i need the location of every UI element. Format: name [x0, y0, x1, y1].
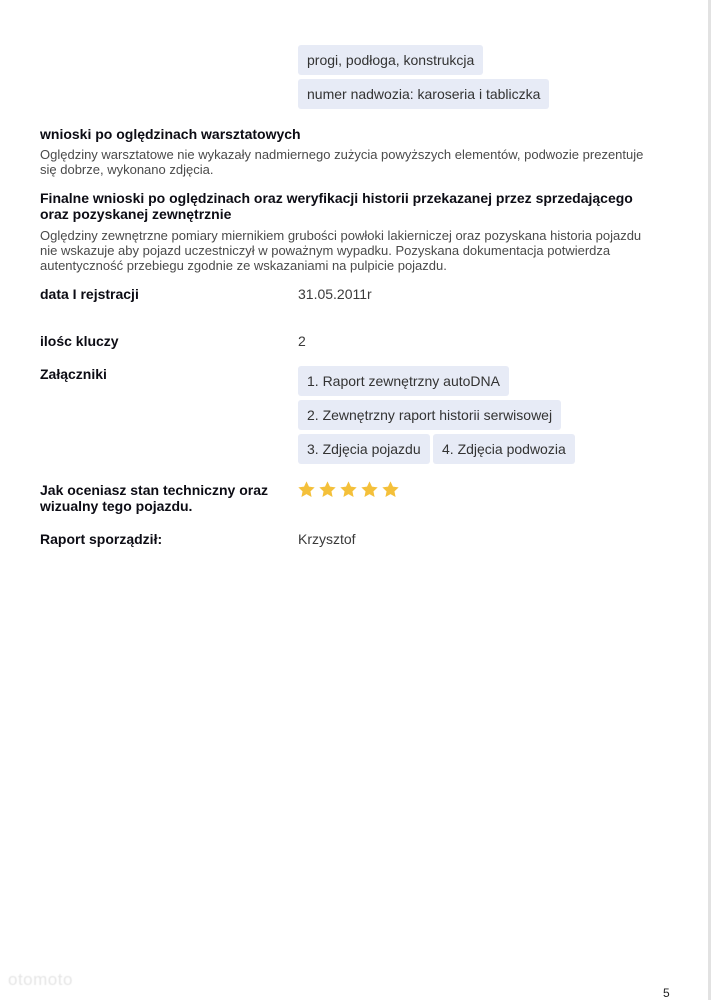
registration-date-value: 31.05.2011r	[298, 286, 372, 302]
watermark-logo: otomoto	[8, 970, 73, 989]
attachments-label: Załączniki	[40, 366, 107, 382]
star-icon	[318, 480, 337, 499]
keys-count-value: 2	[298, 333, 306, 349]
star-icon	[381, 480, 400, 499]
final-conclusions-text: Oględziny zewnętrzne pomiary miernikiem grubości powłoki lakierniczej oraz pozyskana historia pojazdu nie wskazuje aby pojazd uczestniczył w poważnym wypadku. Pozyskana dokumentacja potwierdza autentyczność przebiegu zgodnie ze wskazaniami na pulpicie pojazdu.	[40, 228, 642, 273]
report-author-label: Raport sporządził:	[40, 531, 163, 547]
workshop-conclusions-text: Oględziny warsztatowe nie wykazały nadmiernego zużycia powyższych elementów, podwozie prezentuje się dobrze, wykonano zdjęcia.	[40, 147, 644, 177]
star-icon	[339, 480, 358, 499]
star-rating	[297, 480, 400, 499]
attachment-vehicle-photos[interactable]: 3. Zdjęcia pojazdu	[298, 434, 430, 464]
tag-sills-floor: progi, podłoga, konstrukcja	[298, 45, 483, 75]
attachment-autodna-report[interactable]: 1. Raport zewnętrzny autoDNA	[298, 366, 509, 396]
star-icon	[360, 480, 379, 499]
attachment-undercarriage-photos[interactable]: 4. Zdjęcia podwozia	[433, 434, 575, 464]
final-conclusions-title: Finalne wnioski po oględzinach oraz weryfikacji historii przekazanej przez sprzedającego oraz pozyskanej zewnętrznie	[40, 190, 633, 222]
attachment-service-history-report[interactable]: 2. Zewnętrzny raport historii serwisowej	[298, 400, 561, 430]
star-icon	[297, 480, 316, 499]
report-author-value: Krzysztof	[298, 531, 356, 547]
tag-vin: numer nadwozia: karoseria i tabliczka	[298, 79, 549, 109]
workshop-conclusions-title: wnioski po oględzinach warsztatowych	[40, 126, 301, 142]
registration-date-label: data I rejstracji	[40, 286, 139, 302]
keys-count-label: ilośc kluczy	[40, 333, 119, 349]
page-number: 5	[663, 986, 670, 1000]
condition-rating-label: Jak oceniasz stan techniczny oraz wizualny tego pojazdu.	[40, 482, 268, 514]
